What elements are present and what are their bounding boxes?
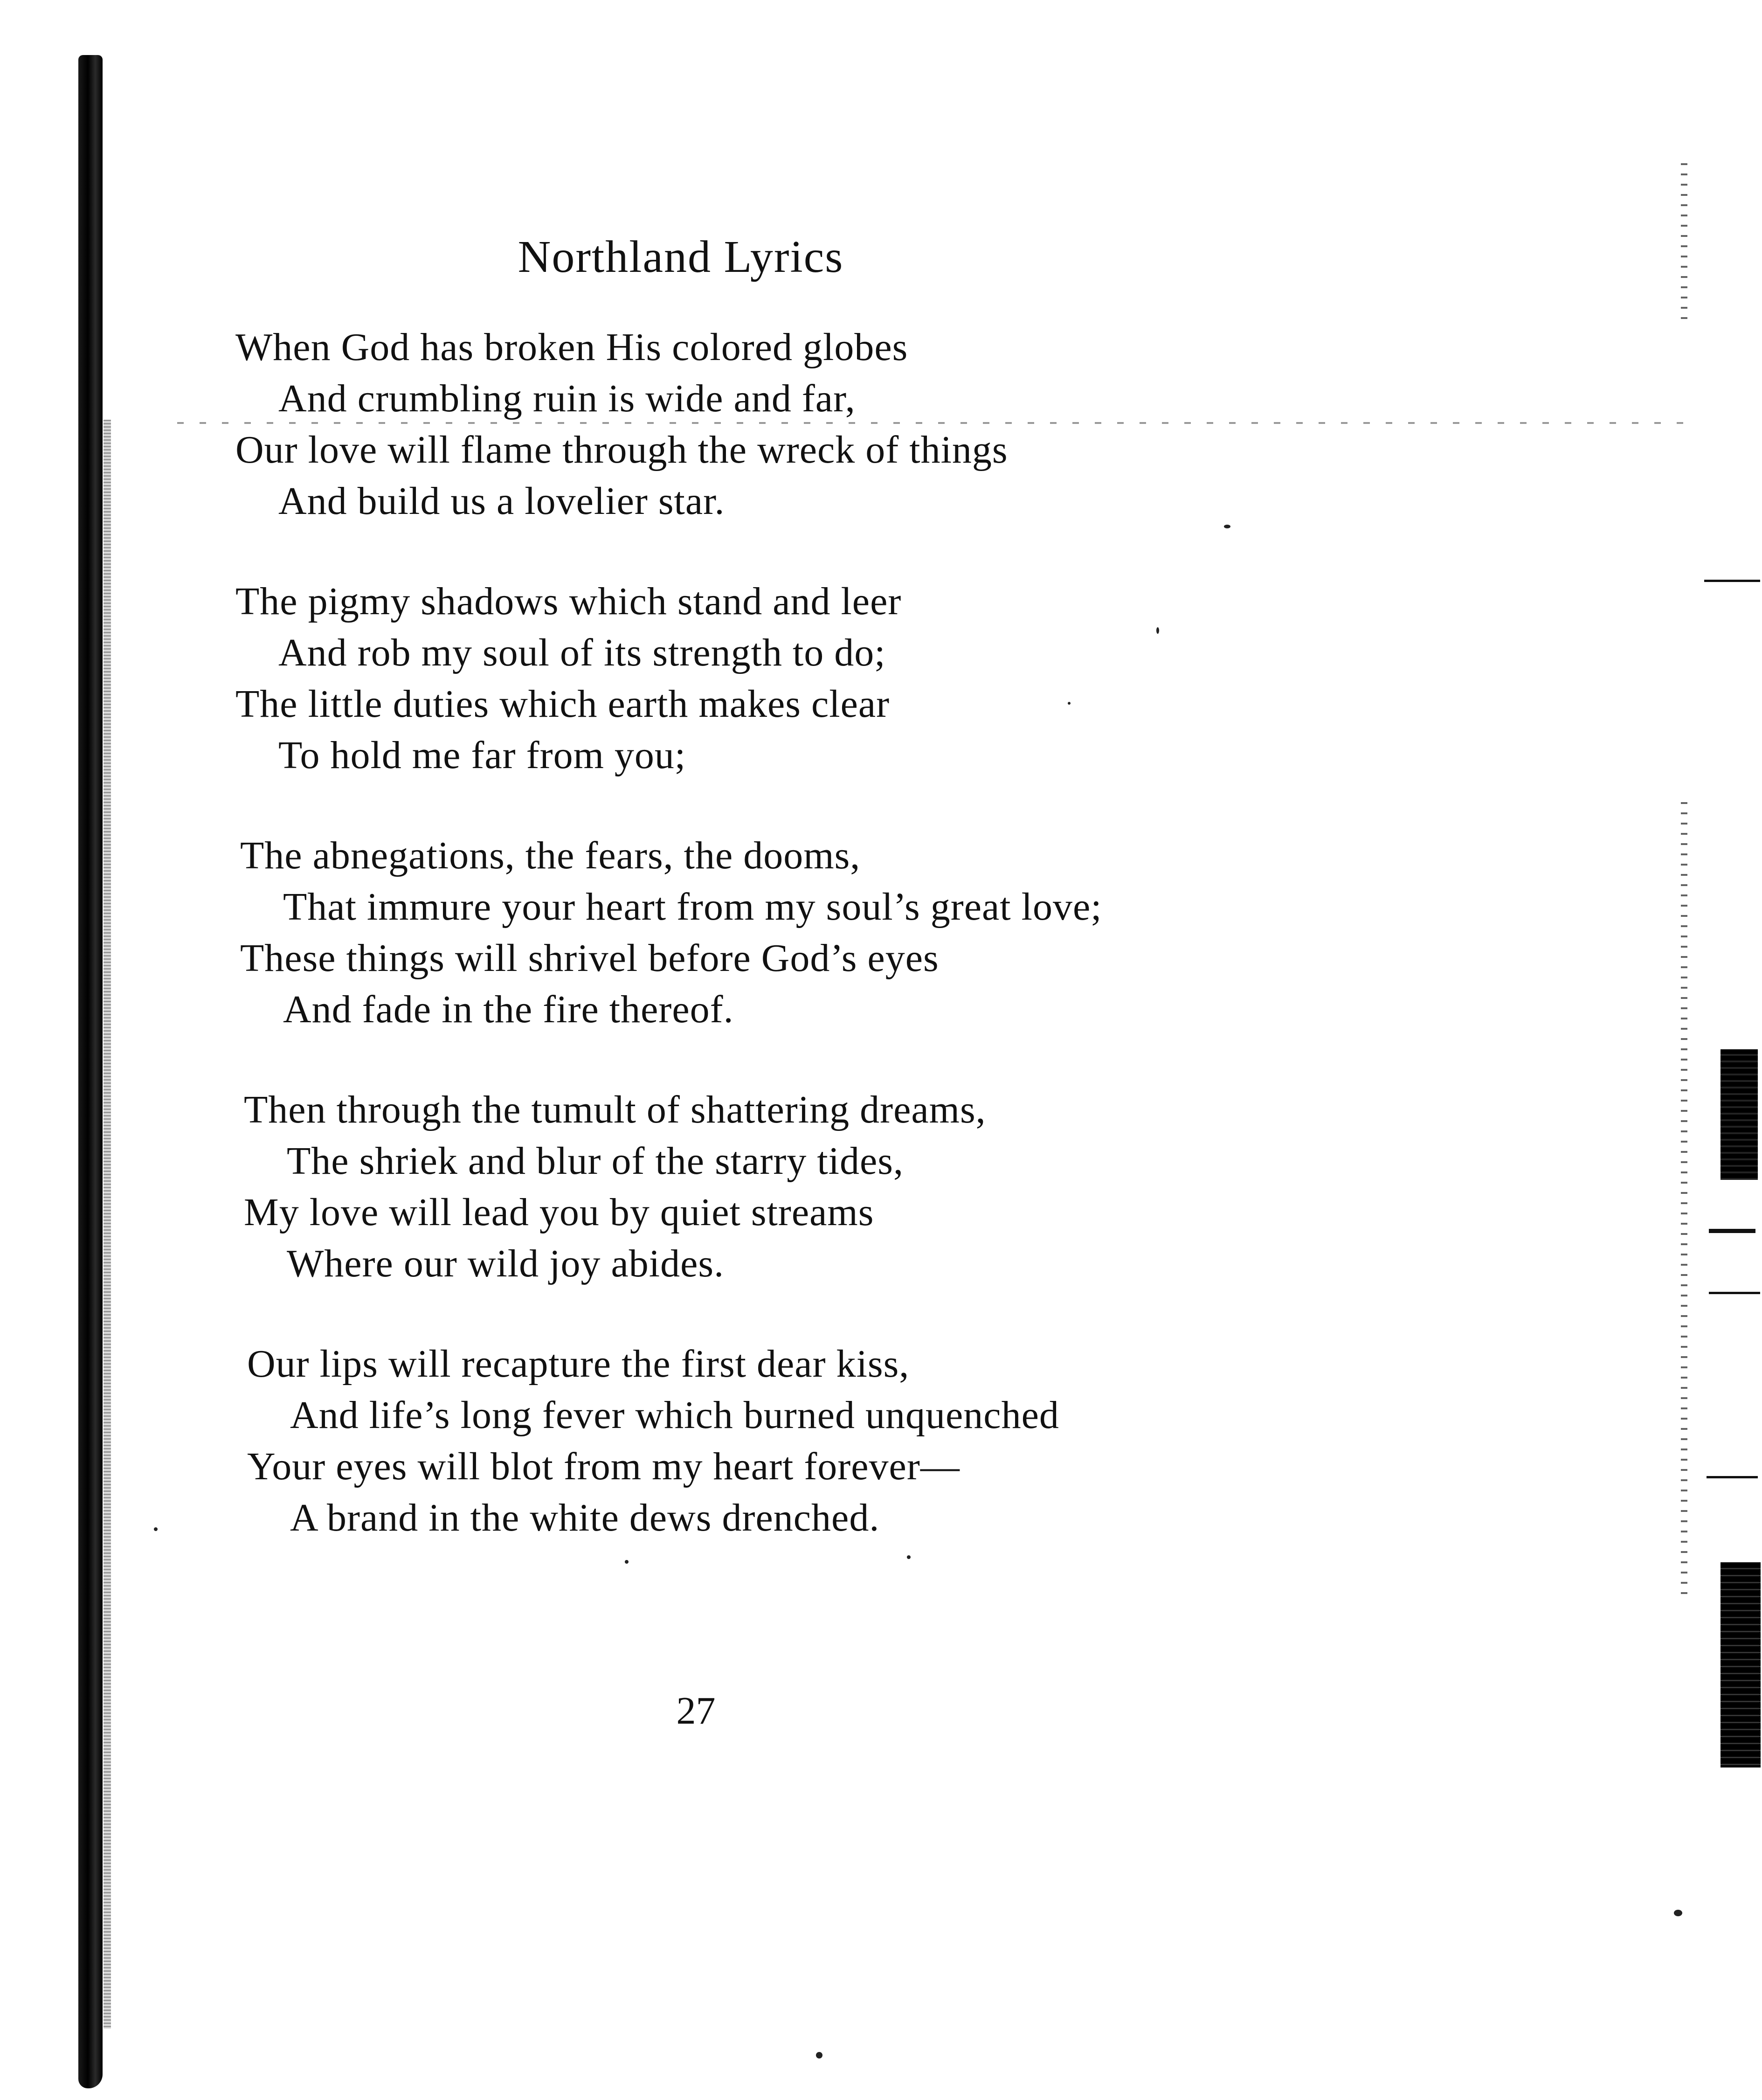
- poem-line: And rob my soul of its strength to do;: [278, 631, 886, 674]
- page-number: 27: [676, 1689, 716, 1733]
- poem-line: Where our wild joy abides.: [287, 1242, 725, 1285]
- poem-line: And build us a lovelier star.: [278, 479, 725, 523]
- scan-edge-dots: [1681, 163, 1687, 322]
- poem-line: My love will lead you by quiet streams: [244, 1191, 874, 1234]
- poem-line: These things will shrivel before God’s eyes: [240, 936, 939, 980]
- poem-line: Your eyes will blot from my heart forever—: [247, 1445, 960, 1488]
- stanza: [244, 1084, 1102, 1289]
- poem-line: The pigmy shadows which stand and leer: [235, 580, 902, 623]
- scan-edge-rule: [1704, 580, 1760, 582]
- scan-speck: [1156, 627, 1159, 634]
- poem-line: And crumbling ruin is wide and far,: [278, 377, 856, 420]
- book-binding-edge: [78, 55, 103, 2088]
- poem-line: Our love will flame through the wreck of things: [235, 428, 1008, 471]
- stanza: [240, 830, 1102, 1035]
- poem-line: The shriek and blur of the starry tides,: [287, 1139, 904, 1183]
- poem-line: Then through the tumult of shattering dreams,: [244, 1088, 986, 1131]
- poem-line: And life’s long fever which burned unquenched: [290, 1393, 1059, 1437]
- scan-edge-block: [1721, 1562, 1761, 1767]
- scan-speck: [816, 2052, 822, 2058]
- poem-line: And fade in the fire thereof.: [283, 988, 734, 1031]
- scan-edge-rule: [1707, 1476, 1758, 1478]
- stanza: [235, 576, 1102, 781]
- poem-body: [235, 322, 1102, 1593]
- poem-line: Our lips will recapture the first dear kiss,: [247, 1342, 910, 1386]
- poem-line: A brand in the white dews drenched.: [290, 1496, 880, 1539]
- scan-speck: [1674, 1910, 1682, 1916]
- poem-line: That immure your heart from my soul’s great love;: [283, 885, 1102, 929]
- scan-speck: [1224, 525, 1230, 528]
- scan-edge-dots: [1681, 802, 1687, 1595]
- scan-edge-block: [1721, 1049, 1758, 1180]
- stanza: [247, 1338, 1102, 1544]
- poem-line: The abnegations, the fears, the dooms,: [240, 834, 861, 877]
- page-title: Northland Lyrics: [518, 232, 844, 282]
- poem-line: The little duties which earth makes clear: [235, 682, 890, 726]
- scan-edge-rule: [1709, 1292, 1760, 1294]
- scan-speck: [154, 1527, 158, 1531]
- binding-texture: [104, 420, 111, 2029]
- scan-edge-rule: [1709, 1229, 1755, 1233]
- poem-line: When God has broken His colored globes: [235, 326, 908, 369]
- poem-line: To hold me far from you;: [278, 734, 686, 777]
- stanza: [235, 322, 1102, 527]
